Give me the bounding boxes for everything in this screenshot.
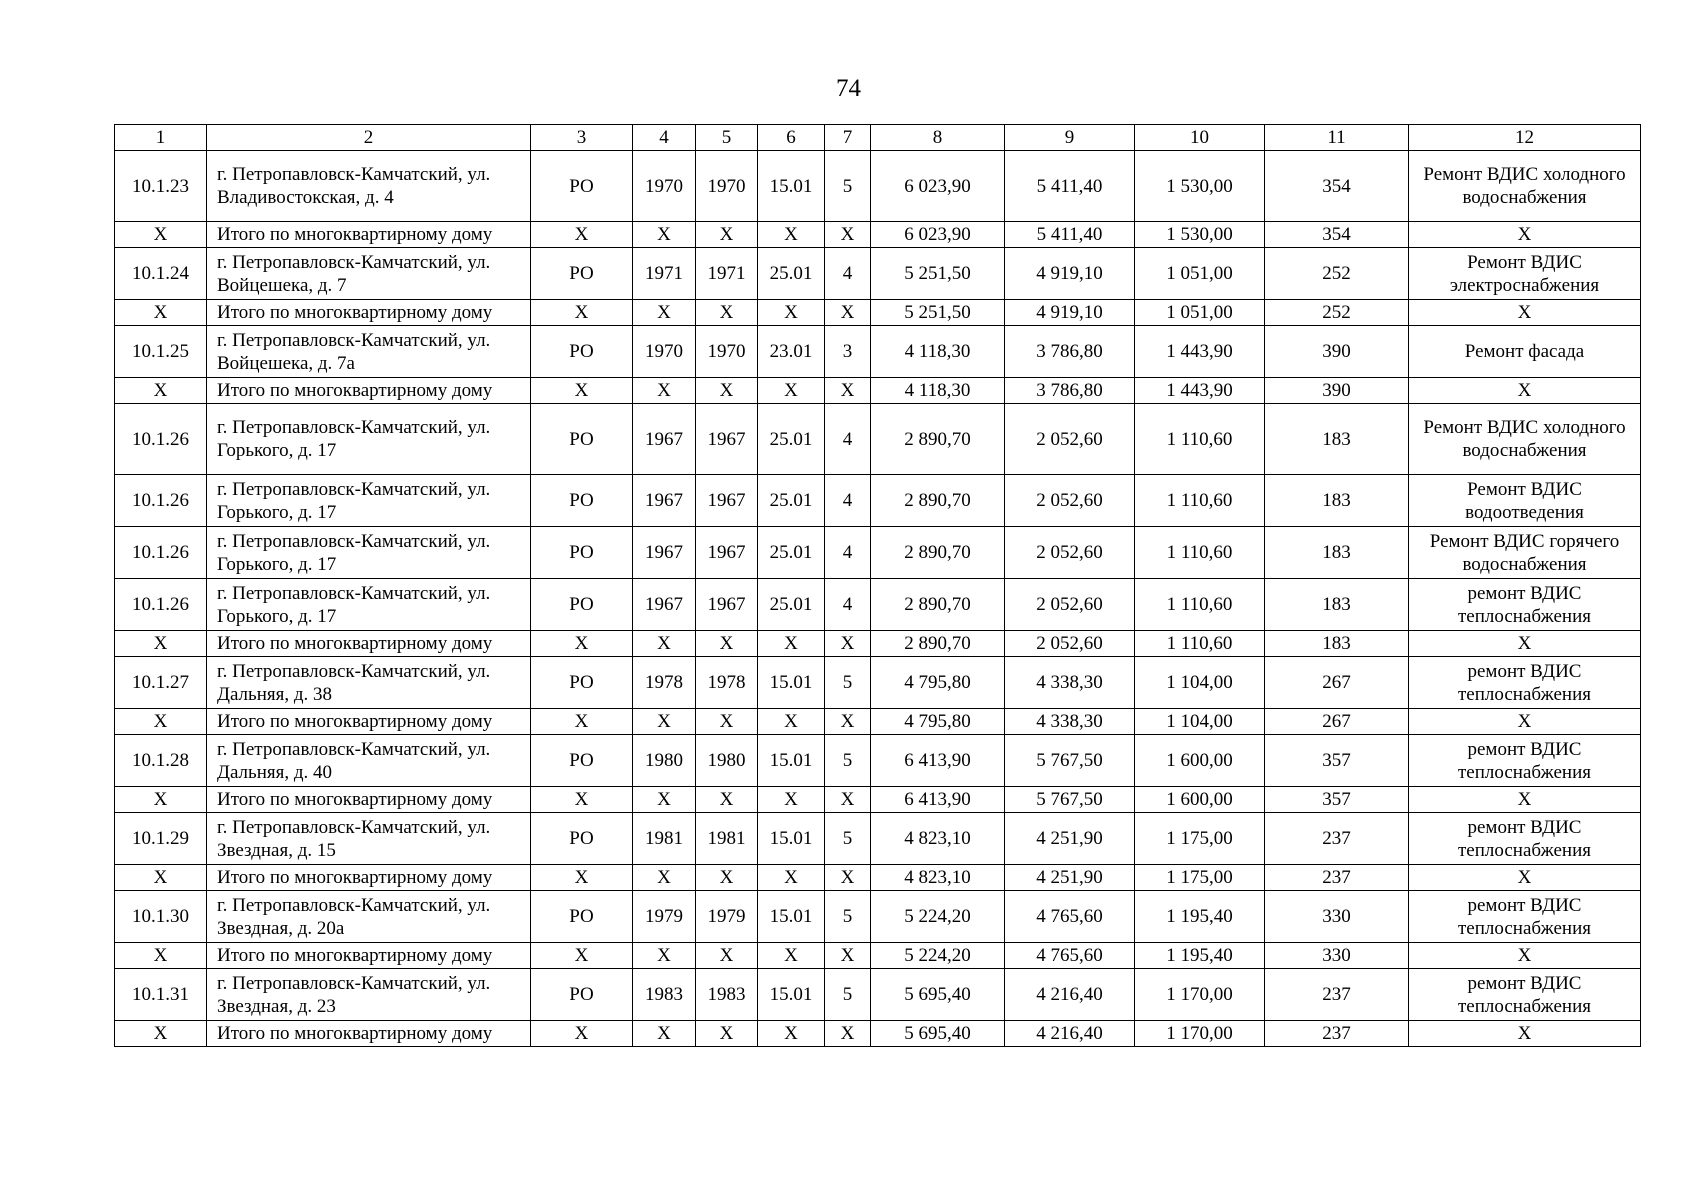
address-cell: Итого по многоквартирному дому (207, 222, 531, 248)
total-area-cell: 2 890,70 (871, 404, 1005, 475)
wall-material-cell: 25.01 (758, 579, 825, 631)
floors-cell: X (825, 222, 871, 248)
year-built-cell: 1978 (633, 657, 696, 709)
header-cell-10: 10 (1135, 125, 1265, 151)
year-built-cell: X (633, 787, 696, 813)
year-commissioned-cell: X (696, 631, 758, 657)
wall-material-cell: X (758, 631, 825, 657)
subtotal-row (115, 1021, 1641, 1047)
floors-cell: X (825, 300, 871, 326)
floors-cell: 4 (825, 579, 871, 631)
total-area-cell: 5 224,20 (871, 891, 1005, 943)
nonresidential-area-cell: 1 175,00 (1135, 865, 1265, 891)
header-cell-6: 6 (758, 125, 825, 151)
item-number-cell: X (115, 378, 207, 404)
year-commissioned-cell: 1983 (696, 969, 758, 1021)
work-type-cell: ремонт ВДИС теплоснабжения (1409, 891, 1641, 943)
year-built-cell: 1979 (633, 891, 696, 943)
residential-area-cell: 3 786,80 (1005, 326, 1135, 378)
residential-area-cell: 4 765,60 (1005, 891, 1135, 943)
address-cell: г. Петропавловск-Камчатский, ул. Горького, д. 17 (207, 404, 531, 475)
floors-cell: X (825, 865, 871, 891)
work-type-cell: Ремонт ВДИС холодного водоснабжения (1409, 151, 1641, 222)
total-area-cell: 4 823,10 (871, 865, 1005, 891)
year-commissioned-cell: 1978 (696, 657, 758, 709)
total-area-cell: 6 413,90 (871, 735, 1005, 787)
residents-count-cell: 183 (1265, 527, 1409, 579)
item-number-cell: 10.1.26 (115, 527, 207, 579)
residential-area-cell: 4 919,10 (1005, 300, 1135, 326)
residential-area-cell: 4 338,30 (1005, 709, 1135, 735)
year-commissioned-cell: X (696, 709, 758, 735)
nonresidential-area-cell: 1 195,40 (1135, 891, 1265, 943)
item-number-cell: X (115, 787, 207, 813)
owner-type-cell: РО (531, 326, 633, 378)
residents-count-cell: 390 (1265, 326, 1409, 378)
residential-area-cell: 2 052,60 (1005, 631, 1135, 657)
work-type-cell: Ремонт ВДИС электроснабжения (1409, 248, 1641, 300)
wall-material-cell: X (758, 222, 825, 248)
residents-count-cell: 183 (1265, 631, 1409, 657)
item-number-cell: 10.1.31 (115, 969, 207, 1021)
header-cell-4: 4 (633, 125, 696, 151)
total-area-cell: 2 890,70 (871, 579, 1005, 631)
table-row (115, 527, 1641, 579)
residential-area-cell: 5 767,50 (1005, 787, 1135, 813)
repair-register-table (114, 124, 1641, 1047)
residents-count-cell: 237 (1265, 865, 1409, 891)
table-row (115, 151, 1641, 222)
owner-type-cell: X (531, 865, 633, 891)
work-type-cell: X (1409, 787, 1641, 813)
year-commissioned-cell: 1967 (696, 527, 758, 579)
owner-type-cell: X (531, 378, 633, 404)
nonresidential-area-cell: 1 170,00 (1135, 1021, 1265, 1047)
residential-area-cell: 4 765,60 (1005, 943, 1135, 969)
subtotal-row (115, 709, 1641, 735)
total-area-cell: 4 118,30 (871, 326, 1005, 378)
total-area-cell: 5 251,50 (871, 248, 1005, 300)
item-number-cell: 10.1.25 (115, 326, 207, 378)
owner-type-cell: РО (531, 891, 633, 943)
floors-cell: 3 (825, 326, 871, 378)
owner-type-cell: X (531, 787, 633, 813)
year-commissioned-cell: X (696, 300, 758, 326)
year-built-cell: X (633, 300, 696, 326)
table-row (115, 813, 1641, 865)
item-number-cell: 10.1.27 (115, 657, 207, 709)
year-built-cell: X (633, 1021, 696, 1047)
wall-material-cell: 15.01 (758, 151, 825, 222)
year-commissioned-cell: X (696, 787, 758, 813)
nonresidential-area-cell: 1 170,00 (1135, 969, 1265, 1021)
floors-cell: X (825, 787, 871, 813)
nonresidential-area-cell: 1 051,00 (1135, 248, 1265, 300)
floors-cell: X (825, 378, 871, 404)
residential-area-cell: 4 251,90 (1005, 865, 1135, 891)
nonresidential-area-cell: 1 443,90 (1135, 378, 1265, 404)
owner-type-cell: РО (531, 151, 633, 222)
floors-cell: 5 (825, 813, 871, 865)
residents-count-cell: 237 (1265, 969, 1409, 1021)
item-number-cell: 10.1.23 (115, 151, 207, 222)
residential-area-cell: 3 786,80 (1005, 378, 1135, 404)
floors-cell: X (825, 709, 871, 735)
wall-material-cell: X (758, 787, 825, 813)
residents-count-cell: 252 (1265, 248, 1409, 300)
year-built-cell: X (633, 865, 696, 891)
item-number-cell: X (115, 1021, 207, 1047)
year-built-cell: 1980 (633, 735, 696, 787)
floors-cell: X (825, 1021, 871, 1047)
owner-type-cell: X (531, 943, 633, 969)
item-number-cell: X (115, 631, 207, 657)
nonresidential-area-cell: 1 110,60 (1135, 527, 1265, 579)
header-cell-3: 3 (531, 125, 633, 151)
residents-count-cell: 183 (1265, 404, 1409, 475)
total-area-cell: 4 795,80 (871, 657, 1005, 709)
owner-type-cell: РО (531, 969, 633, 1021)
page-number: 74 (836, 75, 861, 102)
owner-type-cell: X (531, 709, 633, 735)
residents-count-cell: 357 (1265, 735, 1409, 787)
nonresidential-area-cell: 1 110,60 (1135, 631, 1265, 657)
subtotal-row (115, 222, 1641, 248)
header-cell-7: 7 (825, 125, 871, 151)
nonresidential-area-cell: 1 104,00 (1135, 657, 1265, 709)
nonresidential-area-cell: 1 443,90 (1135, 326, 1265, 378)
header-row (115, 125, 1641, 151)
floors-cell: X (825, 631, 871, 657)
address-cell: г. Петропавловск-Камчатский, ул. Звездная, д. 23 (207, 969, 531, 1021)
year-commissioned-cell: 1980 (696, 735, 758, 787)
residents-count-cell: 390 (1265, 378, 1409, 404)
table-body (115, 125, 1641, 1047)
wall-material-cell: 25.01 (758, 248, 825, 300)
item-number-cell: X (115, 943, 207, 969)
address-cell: г. Петропавловск-Камчатский, ул. Горького, д. 17 (207, 527, 531, 579)
residents-count-cell: 237 (1265, 1021, 1409, 1047)
item-number-cell: 10.1.26 (115, 404, 207, 475)
nonresidential-area-cell: 1 530,00 (1135, 222, 1265, 248)
residents-count-cell: 267 (1265, 709, 1409, 735)
nonresidential-area-cell: 1 175,00 (1135, 813, 1265, 865)
year-built-cell: 1981 (633, 813, 696, 865)
total-area-cell: 4 118,30 (871, 378, 1005, 404)
address-cell: г. Петропавловск-Камчатский, ул. Войцешека, д. 7а (207, 326, 531, 378)
owner-type-cell: РО (531, 735, 633, 787)
address-cell: г. Петропавловск-Камчатский, ул. Горького, д. 17 (207, 475, 531, 527)
year-commissioned-cell: 1967 (696, 475, 758, 527)
floors-cell: 4 (825, 248, 871, 300)
subtotal-row (115, 631, 1641, 657)
total-area-cell: 6 023,90 (871, 151, 1005, 222)
owner-type-cell: РО (531, 248, 633, 300)
floors-cell: 4 (825, 404, 871, 475)
nonresidential-area-cell: 1 530,00 (1135, 151, 1265, 222)
nonresidential-area-cell: 1 110,60 (1135, 404, 1265, 475)
address-cell: Итого по многоквартирному дому (207, 709, 531, 735)
wall-material-cell: X (758, 300, 825, 326)
address-cell: г. Петропавловск-Камчатский, ул. Горького, д. 17 (207, 579, 531, 631)
year-commissioned-cell: 1970 (696, 326, 758, 378)
year-commissioned-cell: 1970 (696, 151, 758, 222)
year-built-cell: X (633, 378, 696, 404)
residential-area-cell: 4 216,40 (1005, 1021, 1135, 1047)
table-row (115, 579, 1641, 631)
address-cell: Итого по многоквартирному дому (207, 865, 531, 891)
wall-material-cell: 15.01 (758, 657, 825, 709)
nonresidential-area-cell: 1 195,40 (1135, 943, 1265, 969)
wall-material-cell: X (758, 865, 825, 891)
residential-area-cell: 2 052,60 (1005, 475, 1135, 527)
wall-material-cell: 15.01 (758, 969, 825, 1021)
total-area-cell: 2 890,70 (871, 527, 1005, 579)
residents-count-cell: 252 (1265, 300, 1409, 326)
table-row (115, 475, 1641, 527)
header-cell-8: 8 (871, 125, 1005, 151)
year-built-cell: 1967 (633, 579, 696, 631)
address-cell: г. Петропавловск-Камчатский, ул. Владивостокская, д. 4 (207, 151, 531, 222)
wall-material-cell: X (758, 1021, 825, 1047)
wall-material-cell: 25.01 (758, 475, 825, 527)
work-type-cell: ремонт ВДИС теплоснабжения (1409, 969, 1641, 1021)
total-area-cell: 5 224,20 (871, 943, 1005, 969)
floors-cell: 5 (825, 969, 871, 1021)
address-cell: г. Петропавловск-Камчатский, ул. Звездная, д. 15 (207, 813, 531, 865)
floors-cell: 5 (825, 657, 871, 709)
year-commissioned-cell: 1981 (696, 813, 758, 865)
table-row (115, 735, 1641, 787)
owner-type-cell: X (531, 1021, 633, 1047)
wall-material-cell: 15.01 (758, 735, 825, 787)
header-cell-2: 2 (207, 125, 531, 151)
work-type-cell: X (1409, 631, 1641, 657)
subtotal-row (115, 378, 1641, 404)
residents-count-cell: 330 (1265, 891, 1409, 943)
wall-material-cell: 15.01 (758, 813, 825, 865)
residential-area-cell: 5 411,40 (1005, 222, 1135, 248)
year-commissioned-cell: X (696, 865, 758, 891)
total-area-cell: 4 795,80 (871, 709, 1005, 735)
header-cell-5: 5 (696, 125, 758, 151)
item-number-cell: 10.1.29 (115, 813, 207, 865)
work-type-cell: Ремонт фасада (1409, 326, 1641, 378)
work-type-cell: X (1409, 943, 1641, 969)
floors-cell: 5 (825, 735, 871, 787)
nonresidential-area-cell: 1 110,60 (1135, 475, 1265, 527)
subtotal-row (115, 787, 1641, 813)
subtotal-row (115, 943, 1641, 969)
header-cell-12: 12 (1409, 125, 1641, 151)
total-area-cell: 6 023,90 (871, 222, 1005, 248)
floors-cell: X (825, 943, 871, 969)
work-type-cell: X (1409, 709, 1641, 735)
work-type-cell: Ремонт ВДИС водоотведения (1409, 475, 1641, 527)
work-type-cell: ремонт ВДИС теплоснабжения (1409, 657, 1641, 709)
header-cell-1: 1 (115, 125, 207, 151)
owner-type-cell: РО (531, 475, 633, 527)
year-built-cell: 1967 (633, 527, 696, 579)
subtotal-row (115, 865, 1641, 891)
residents-count-cell: 237 (1265, 813, 1409, 865)
total-area-cell: 5 695,40 (871, 969, 1005, 1021)
item-number-cell: 10.1.28 (115, 735, 207, 787)
year-built-cell: 1983 (633, 969, 696, 1021)
residential-area-cell: 5 767,50 (1005, 735, 1135, 787)
address-cell: г. Петропавловск-Камчатский, ул. Войцешека, д. 7 (207, 248, 531, 300)
residents-count-cell: 330 (1265, 943, 1409, 969)
work-type-cell: X (1409, 222, 1641, 248)
work-type-cell: X (1409, 1021, 1641, 1047)
work-type-cell: X (1409, 378, 1641, 404)
table-row (115, 891, 1641, 943)
work-type-cell: Ремонт ВДИС горячего водоснабжения (1409, 527, 1641, 579)
residential-area-cell: 2 052,60 (1005, 527, 1135, 579)
wall-material-cell: 25.01 (758, 404, 825, 475)
header-cell-9: 9 (1005, 125, 1135, 151)
table-row (115, 326, 1641, 378)
wall-material-cell: 25.01 (758, 527, 825, 579)
total-area-cell: 5 695,40 (871, 1021, 1005, 1047)
total-area-cell: 6 413,90 (871, 787, 1005, 813)
nonresidential-area-cell: 1 600,00 (1135, 787, 1265, 813)
address-cell: г. Петропавловск-Камчатский, ул. Звездная, д. 20а (207, 891, 531, 943)
owner-type-cell: X (531, 222, 633, 248)
residential-area-cell: 4 251,90 (1005, 813, 1135, 865)
wall-material-cell: 23.01 (758, 326, 825, 378)
residents-count-cell: 354 (1265, 222, 1409, 248)
floors-cell: 4 (825, 527, 871, 579)
total-area-cell: 5 251,50 (871, 300, 1005, 326)
address-cell: Итого по многоквартирному дому (207, 1021, 531, 1047)
residents-count-cell: 183 (1265, 579, 1409, 631)
residents-count-cell: 183 (1265, 475, 1409, 527)
wall-material-cell: X (758, 709, 825, 735)
table-row (115, 969, 1641, 1021)
work-type-cell: X (1409, 300, 1641, 326)
wall-material-cell: X (758, 378, 825, 404)
item-number-cell: 10.1.26 (115, 579, 207, 631)
year-built-cell: 1967 (633, 404, 696, 475)
year-built-cell: 1970 (633, 151, 696, 222)
residents-count-cell: 267 (1265, 657, 1409, 709)
item-number-cell: 10.1.26 (115, 475, 207, 527)
nonresidential-area-cell: 1 110,60 (1135, 579, 1265, 631)
work-type-cell: ремонт ВДИС теплоснабжения (1409, 813, 1641, 865)
address-cell: Итого по многоквартирному дому (207, 787, 531, 813)
year-built-cell: X (633, 631, 696, 657)
year-commissioned-cell: X (696, 943, 758, 969)
residents-count-cell: 354 (1265, 151, 1409, 222)
nonresidential-area-cell: 1 051,00 (1135, 300, 1265, 326)
residents-count-cell: 357 (1265, 787, 1409, 813)
work-type-cell: ремонт ВДИС теплоснабжения (1409, 735, 1641, 787)
item-number-cell: 10.1.30 (115, 891, 207, 943)
residential-area-cell: 5 411,40 (1005, 151, 1135, 222)
residential-area-cell: 4 919,10 (1005, 248, 1135, 300)
address-cell: Итого по многоквартирному дому (207, 378, 531, 404)
year-built-cell: X (633, 943, 696, 969)
item-number-cell: X (115, 709, 207, 735)
year-commissioned-cell: X (696, 222, 758, 248)
year-built-cell: 1970 (633, 326, 696, 378)
owner-type-cell: X (531, 631, 633, 657)
year-built-cell: X (633, 709, 696, 735)
owner-type-cell: РО (531, 527, 633, 579)
address-cell: Итого по многоквартирному дому (207, 943, 531, 969)
work-type-cell: ремонт ВДИС теплоснабжения (1409, 579, 1641, 631)
year-commissioned-cell: 1979 (696, 891, 758, 943)
nonresidential-area-cell: 1 104,00 (1135, 709, 1265, 735)
total-area-cell: 4 823,10 (871, 813, 1005, 865)
year-commissioned-cell: X (696, 378, 758, 404)
floors-cell: 5 (825, 891, 871, 943)
owner-type-cell: РО (531, 813, 633, 865)
year-built-cell: X (633, 222, 696, 248)
owner-type-cell: РО (531, 657, 633, 709)
item-number-cell: X (115, 865, 207, 891)
year-built-cell: 1971 (633, 248, 696, 300)
year-commissioned-cell: 1967 (696, 579, 758, 631)
item-number-cell: X (115, 222, 207, 248)
year-commissioned-cell: X (696, 1021, 758, 1047)
work-type-cell: X (1409, 865, 1641, 891)
owner-type-cell: РО (531, 404, 633, 475)
subtotal-row (115, 300, 1641, 326)
table-row (115, 248, 1641, 300)
table-row (115, 404, 1641, 475)
year-commissioned-cell: 1971 (696, 248, 758, 300)
item-number-cell: X (115, 300, 207, 326)
work-type-cell: Ремонт ВДИС холодного водоснабжения (1409, 404, 1641, 475)
residential-area-cell: 4 216,40 (1005, 969, 1135, 1021)
residential-area-cell: 4 338,30 (1005, 657, 1135, 709)
header-cell-11: 11 (1265, 125, 1409, 151)
year-built-cell: 1967 (633, 475, 696, 527)
address-cell: г. Петропавловск-Камчатский, ул. Дальняя, д. 40 (207, 735, 531, 787)
address-cell: Итого по многоквартирному дому (207, 631, 531, 657)
floors-cell: 4 (825, 475, 871, 527)
wall-material-cell: 15.01 (758, 891, 825, 943)
item-number-cell: 10.1.24 (115, 248, 207, 300)
year-commissioned-cell: 1967 (696, 404, 758, 475)
owner-type-cell: X (531, 300, 633, 326)
wall-material-cell: X (758, 943, 825, 969)
address-cell: г. Петропавловск-Камчатский, ул. Дальняя, д. 38 (207, 657, 531, 709)
nonresidential-area-cell: 1 600,00 (1135, 735, 1265, 787)
residential-area-cell: 2 052,60 (1005, 404, 1135, 475)
table-row (115, 657, 1641, 709)
floors-cell: 5 (825, 151, 871, 222)
total-area-cell: 2 890,70 (871, 475, 1005, 527)
residential-area-cell: 2 052,60 (1005, 579, 1135, 631)
total-area-cell: 2 890,70 (871, 631, 1005, 657)
address-cell: Итого по многоквартирному дому (207, 300, 531, 326)
owner-type-cell: РО (531, 579, 633, 631)
